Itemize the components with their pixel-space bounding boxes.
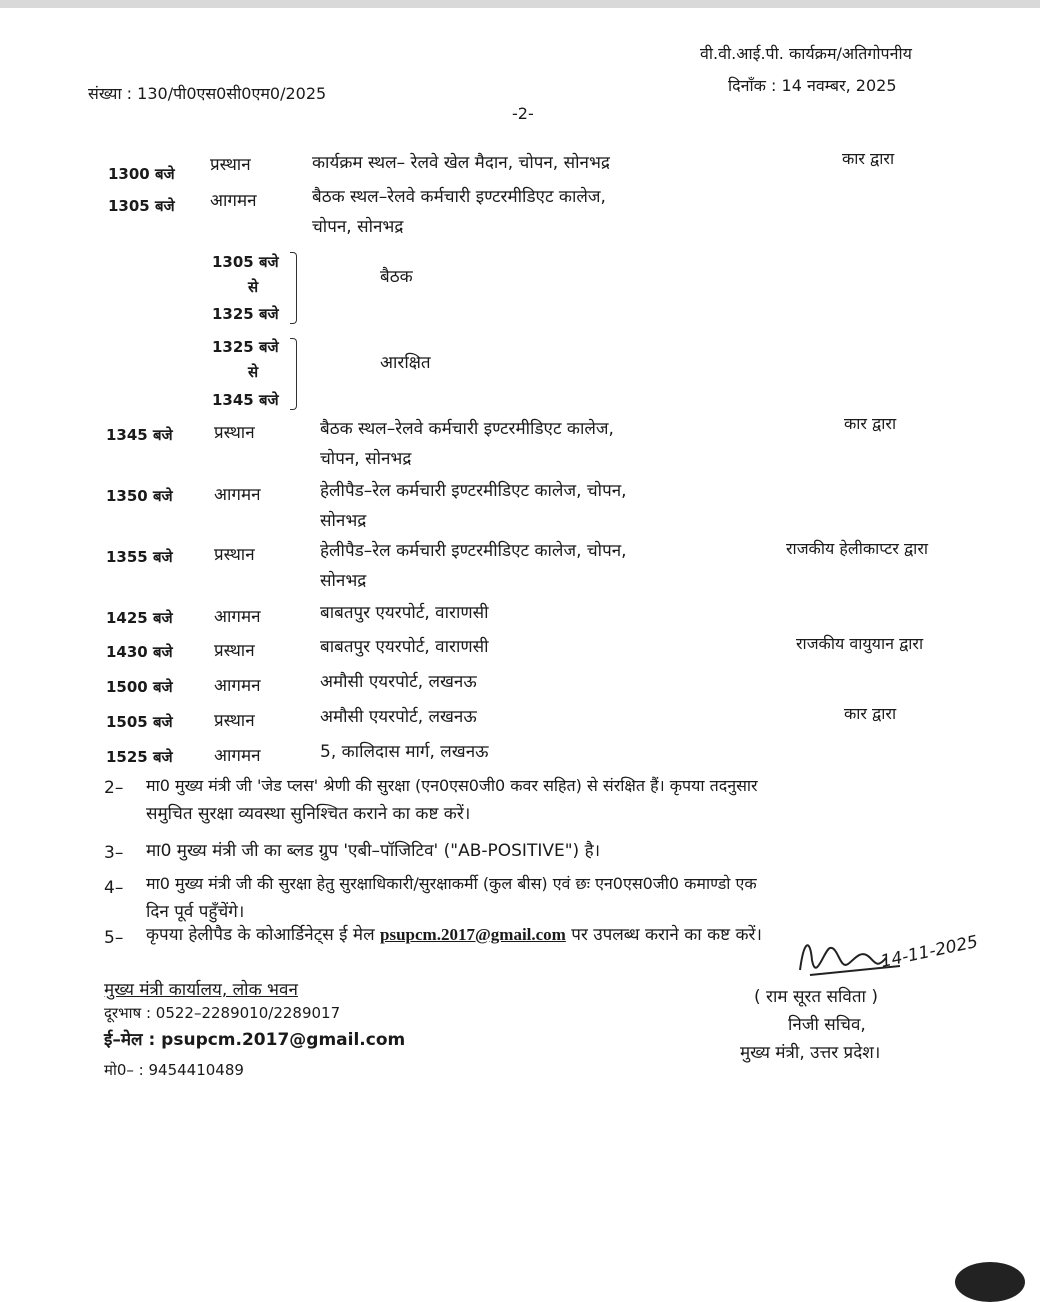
note-number: 4– <box>104 878 124 898</box>
schedule-mode: राजकीय वायुयान द्वारा <box>796 634 924 653</box>
top-bar <box>0 0 1040 8</box>
sub-to: 1345 बजे <box>212 391 279 409</box>
schedule-action: आगमन <box>210 191 257 211</box>
schedule-action: आगमन <box>214 676 261 696</box>
note-text-line2: दिन पूर्व पहुँचेंगे। <box>146 902 245 922</box>
schedule-action: आगमन <box>214 485 261 505</box>
schedule-place: 5, कालिदास मार्ग, लखनऊ <box>320 742 489 762</box>
sub-se: से <box>248 363 259 381</box>
sub-label: आरक्षित <box>380 353 431 373</box>
note-text: मा0 मुख्य मंत्री जी 'जेड प्लस' श्रेणी की सुरक्षा (एन0एस0जी0 कवर सहित) से संरक्षित हैं। कृपया तदनुसार <box>146 776 758 795</box>
office-phone: दूरभाष : 0522–2289010/2289017 <box>104 1004 341 1022</box>
letter-date: दिनाँक : 14 नवम्बर, 2025 <box>728 76 897 95</box>
note-number: 2– <box>104 778 124 798</box>
schedule-action: प्रस्थान <box>210 155 251 175</box>
bracket <box>290 252 297 324</box>
corner-shadow <box>955 1262 1025 1302</box>
schedule-time: 1350 बजे <box>106 487 173 505</box>
schedule-mode: कार द्वारा <box>842 149 895 168</box>
schedule-time: 1430 बजे <box>106 643 173 661</box>
note-text-post: पर उपलब्ध कराने का कष्ट करें। <box>571 925 762 945</box>
schedule-time: 1305 बजे <box>108 197 175 215</box>
sub-label: बैठक <box>380 267 413 287</box>
schedule-place-line2: चोपन, सोनभद्र <box>312 217 404 237</box>
schedule-place-line2: सोनभद्र <box>320 511 367 531</box>
note-text: मा0 मुख्य मंत्री जी का ब्लड ग्रुप 'एबी–पॉजिटिव' ("AB-POSITIVE") है। <box>146 841 601 861</box>
schedule-place: बैठक स्थल–रेलवे कर्मचारी इण्टरमीडिएट कालेज, <box>312 187 606 207</box>
schedule-time: 1525 बजे <box>106 748 173 766</box>
note-text <box>146 922 762 945</box>
letter-number: संख्या : 130/पी0एस0सी0एम0/2025 <box>88 84 327 103</box>
page-number: -2- <box>512 104 534 123</box>
schedule-time: 1505 बजे <box>106 713 173 731</box>
schedule-place: हेलीपैड–रेल कर्मचारी इण्टरमीडिएट कालेज, चोपन, <box>320 541 627 561</box>
classification: वी.वी.आई.पी. कार्यक्रम/अतिगोपनीय <box>700 44 912 63</box>
sub-from: 1325 बजे <box>212 338 279 356</box>
schedule-mode: कार द्वारा <box>844 414 897 433</box>
note-text: मा0 मुख्य मंत्री जी की सुरक्षा हेतु सुरक्षाधिकारी/सुरक्षाकर्मी (कुल बीस) एवं छः एन0एस0जी0 कमाण्डो एक <box>146 874 757 893</box>
schedule-action: प्रस्थान <box>214 641 255 661</box>
schedule-place: बाबतपुर एयरपोर्ट, वाराणसी <box>320 637 489 657</box>
schedule-place: अमौसी एयरपोर्ट, लखनऊ <box>320 672 477 692</box>
bracket <box>290 338 297 410</box>
schedule-place: बैठक स्थल–रेलवे कर्मचारी इण्टरमीडिएट कालेज, <box>320 419 614 439</box>
schedule-place: हेलीपैड–रेल कर्मचारी इण्टरमीडिएट कालेज, चोपन, <box>320 481 627 501</box>
schedule-place: बाबतपुर एयरपोर्ट, वाराणसी <box>320 603 489 623</box>
office-mobile: मो0– : 9454410489 <box>104 1061 244 1079</box>
schedule-action: प्रस्थान <box>214 423 255 443</box>
schedule-action: आगमन <box>214 607 261 627</box>
signatory-designation: निजी सचिव, <box>788 1015 866 1035</box>
sub-from: 1305 बजे <box>212 253 279 271</box>
schedule-mode: राजकीय हेलीकाप्टर द्वारा <box>786 539 929 558</box>
schedule-time: 1300 बजे <box>108 165 175 183</box>
sub-to: 1325 बजे <box>212 305 279 323</box>
schedule-time: 1345 बजे <box>106 426 173 444</box>
note-text-pre: कृपया हेलीपैड के कोआर्डिनेट्स ई मेल <box>146 925 375 945</box>
schedule-action: प्रस्थान <box>214 545 255 565</box>
office-email: ई–मेल : psupcm.2017@gmail.com <box>104 1030 406 1050</box>
note-number: 3– <box>104 843 124 863</box>
office-title: मुख्य मंत्री कार्यालय, लोक भवन <box>104 980 298 1000</box>
schedule-place-line2: सोनभद्र <box>320 571 367 591</box>
schedule-time: 1355 बजे <box>106 548 173 566</box>
signatory-name: ( राम सूरत सविता ) <box>754 987 878 1007</box>
schedule-time: 1500 बजे <box>106 678 173 696</box>
schedule-mode: कार द्वारा <box>844 704 897 723</box>
schedule-place-line2: चोपन, सोनभद्र <box>320 449 412 469</box>
signature-date: 14-11-2025 <box>879 931 980 973</box>
schedule-action: प्रस्थान <box>214 711 255 731</box>
note-text-line2: समुचित सुरक्षा व्यवस्था सुनिश्चित कराने का कष्ट करें। <box>146 804 471 824</box>
sub-se: से <box>248 278 259 296</box>
email-link[interactable]: psupcm.2017@gmail.com <box>380 925 566 944</box>
schedule-action: आगमन <box>214 746 261 766</box>
schedule-time: 1425 बजे <box>106 609 173 627</box>
schedule-place: कार्यक्रम स्थल– रेलवे खेल मैदान, चोपन, सोनभद्र <box>312 153 610 173</box>
note-number: 5– <box>104 928 124 948</box>
schedule-place: अमौसी एयरपोर्ट, लखनऊ <box>320 707 477 727</box>
signatory-office: मुख्य मंत्री, उत्तर प्रदेश। <box>740 1043 881 1063</box>
